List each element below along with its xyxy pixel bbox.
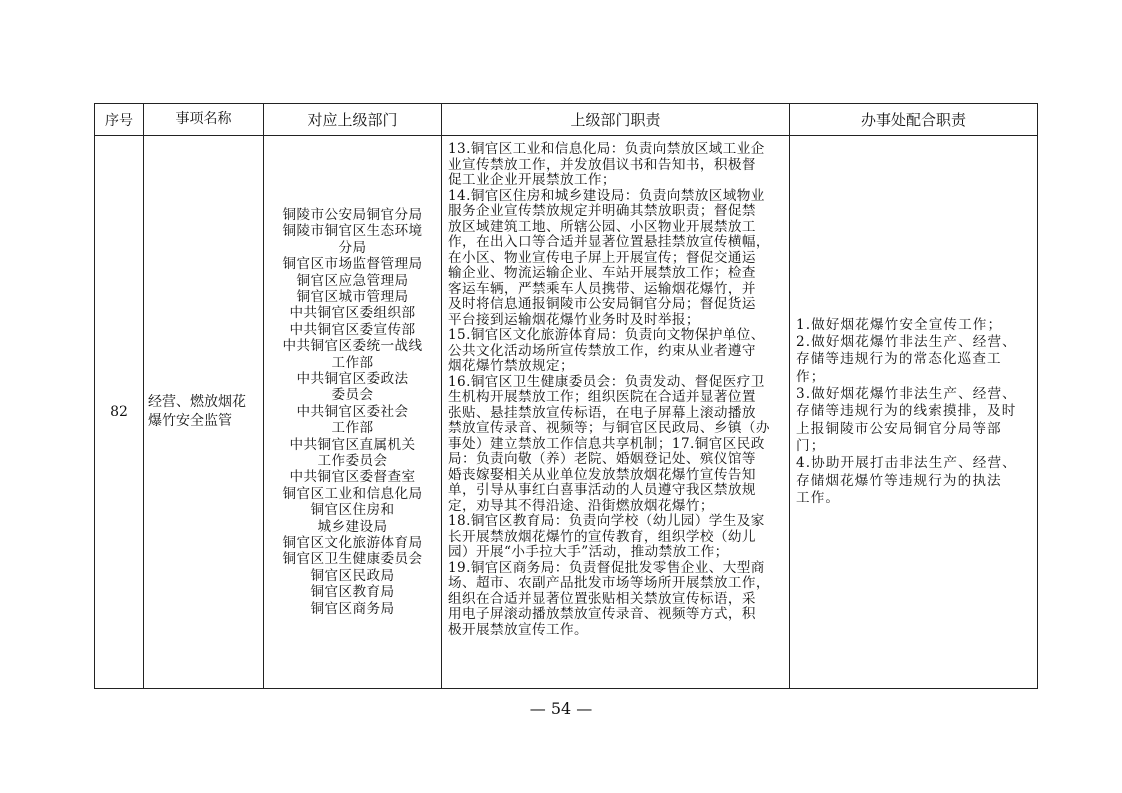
duty-line: 客运车辆，严禁乘车人员携带、运输烟花爆竹，并 xyxy=(448,280,756,297)
cooperation-line: 上报铜陵市公安局铜官分局等部 xyxy=(796,420,1002,437)
department-line: 铜官区卫生健康委员会 xyxy=(282,551,423,568)
duty-line: 业宣传禁放工作，并发放倡议书和告知书，积极督 xyxy=(448,156,756,173)
department-line: 铜官区市场监督管理局 xyxy=(282,256,423,273)
duty-line: 婚丧嫁娶相关从业单位发放禁放烟花爆竹宣传告知 xyxy=(448,466,756,483)
duty-line: 服务企业宣传禁放规定并明确其禁放职责；督促禁 xyxy=(448,203,756,219)
cooperation-line: 4.协助开展打击非法生产、经营、 xyxy=(796,455,1017,472)
department-line: 工作部 xyxy=(331,354,374,371)
duty-line: 禁放宣传录音、视频等；与铜官区民政局、乡镇（办 xyxy=(448,420,770,436)
row-item-name: 经营、燃放烟花爆竹安全监管 xyxy=(144,136,264,689)
cooperation-line: 存储等违规行为的常态化巡查工 xyxy=(796,351,1002,368)
header-item-name: 事项名称 xyxy=(144,104,264,136)
header-cooperation-duty: 办事处配合职责 xyxy=(790,104,1038,136)
department-line: 铜官区工业和信息化局 xyxy=(282,485,423,502)
duty-line: 放区域建筑工地、所辖公园、小区物业开展禁放工 xyxy=(448,218,756,235)
duty-line: 18.铜官区教育局：负责向学校（幼儿园）学生及家 xyxy=(448,513,765,529)
duty-line: 14.铜官区住房和城乡建设局：负责向禁放区域物业 xyxy=(448,187,765,204)
department-line: 铜官区应急管理局 xyxy=(296,272,409,289)
department-line: 铜陵市公安局铜官分局 xyxy=(282,206,423,223)
header-index: 序号 xyxy=(95,104,144,136)
cooperation-line: 门； xyxy=(796,437,826,454)
duty-line: 局：负责向敬（养）老院、婚姻登记处、殡仪馆等 xyxy=(448,451,756,467)
department-line: 铜陵市铜官区生态环境 xyxy=(282,223,423,240)
department-line: 中共铜官区委督查室 xyxy=(289,469,416,486)
cooperation-line: 作； xyxy=(796,368,826,385)
duty-line: 组织在合适并显著位置张贴相关禁放宣传标语，采 xyxy=(448,590,756,607)
department-line: 委员会 xyxy=(331,387,374,404)
department-line: 铜官区民政局 xyxy=(310,567,395,584)
duty-line: 公共文化活动场所宣传禁放工作，约束从业者遵守 xyxy=(448,342,756,359)
duty-line: 极开展禁放宣传工作。 xyxy=(448,621,588,638)
duty-line: 及时将信息通报铜陵市公安局铜官分局；督促货运 xyxy=(448,296,756,312)
duty-line: 19.铜官区商务局：负责督促批发零售企业、大型商 xyxy=(448,559,765,576)
duty-line: 平台接到运输烟花爆竹业务时及时举报； xyxy=(448,311,700,328)
duty-line: 作，在出入口等合适并显著位置悬挂禁放宣传横幅， xyxy=(448,234,770,250)
duty-line: 事处）建立禁放工作信息共享机制；17.铜官区民政 xyxy=(448,435,765,452)
department-line: 铜官区教育局 xyxy=(310,584,395,601)
header-department: 对应上级部门 xyxy=(264,104,442,136)
department-line: 铜官区住房和 xyxy=(310,502,395,519)
duty-line: 13.铜官区工业和信息化局：负责向禁放区域工业企 xyxy=(448,141,765,157)
duty-table xyxy=(94,103,1038,689)
row-department-duties xyxy=(442,136,790,689)
duty-line: 长开展禁放烟花爆竹的宣传教育，组织学校（幼儿 xyxy=(448,528,756,545)
duty-line: 在小区、物业宣传电子屏上开展宣传；督促交通运 xyxy=(448,249,756,266)
cooperation-line: 2.做好烟花爆竹非法生产、经营、 xyxy=(796,334,1017,351)
table-header-row xyxy=(95,104,1038,136)
cooperation-line: 3.做好烟花爆竹非法生产、经营、 xyxy=(796,386,1017,403)
page-number: — 54 — xyxy=(529,699,593,718)
department-line: 分局 xyxy=(338,239,367,256)
duty-line: 输企业、物流运输企业、车站开展禁放工作；检查 xyxy=(448,265,756,281)
department-line: 铜官区文化旅游体育局 xyxy=(282,535,423,552)
department-line: 工作委员会 xyxy=(317,453,388,470)
department-line: 中共铜官区委组织部 xyxy=(289,305,416,322)
cooperation-line: 工作。 xyxy=(796,489,841,506)
row-index: 82 xyxy=(95,136,144,689)
header-department-duty: 上级部门职责 xyxy=(442,104,790,136)
row-cooperation-duties xyxy=(790,136,1038,689)
duty-line: 烟花爆竹禁放规定； xyxy=(448,358,574,374)
department-line: 铜官区城市管理局 xyxy=(296,288,409,305)
duty-line: 用电子屏滚动播放禁放宣传录音、视频等方式，积 xyxy=(448,606,756,622)
duty-line: 定，劝导其不得沿途、沿街燃放烟花爆竹； xyxy=(448,497,714,514)
cooperation-line: 存储烟花爆竹等违规行为的执法 xyxy=(796,472,1002,489)
department-line: 中共铜官区委统一战线 xyxy=(282,338,423,355)
duty-line: 16.铜官区卫生健康委员会：负责发动、督促医疗卫 xyxy=(448,373,765,390)
duty-line: 单，引导从事红白喜事活动的人员遵守我区禁放规 xyxy=(448,482,756,498)
department-line: 城乡建设局 xyxy=(317,518,388,535)
table-row xyxy=(95,136,1038,689)
duty-line: 场、超市、农副产品批发市场等场所开展禁放工作， xyxy=(448,575,770,591)
duty-line: 张贴、悬挂禁放宣传标语，在电子屏幕上滚动播放 xyxy=(448,404,756,421)
cooperation-line: 1.做好烟花爆竹安全宣传工作； xyxy=(796,316,1003,333)
duty-line: 园）开展“小手拉大手”活动，推动禁放工作； xyxy=(448,544,729,560)
department-line: 工作部 xyxy=(331,420,374,437)
department-line: 铜官区商务局 xyxy=(310,600,395,617)
duty-line: 生机构开展禁放工作；组织医院在合适并显著位置 xyxy=(448,389,756,405)
cooperation-line: 存储等违规行为的线索摸排，及时 xyxy=(796,403,1017,420)
department-line: 中共铜官区委社会 xyxy=(296,403,409,420)
duty-line: 15.铜官区文化旅游体育局：负责向文物保护单位、 xyxy=(448,327,765,343)
duty-line: 促工业企业开展禁放工作； xyxy=(448,172,616,188)
department-line: 中共铜官区委宣传部 xyxy=(289,321,416,338)
department-line: 中共铜官区直属机关 xyxy=(289,436,416,453)
department-line: 中共铜官区委政法 xyxy=(296,370,409,387)
row-departments xyxy=(264,136,442,689)
